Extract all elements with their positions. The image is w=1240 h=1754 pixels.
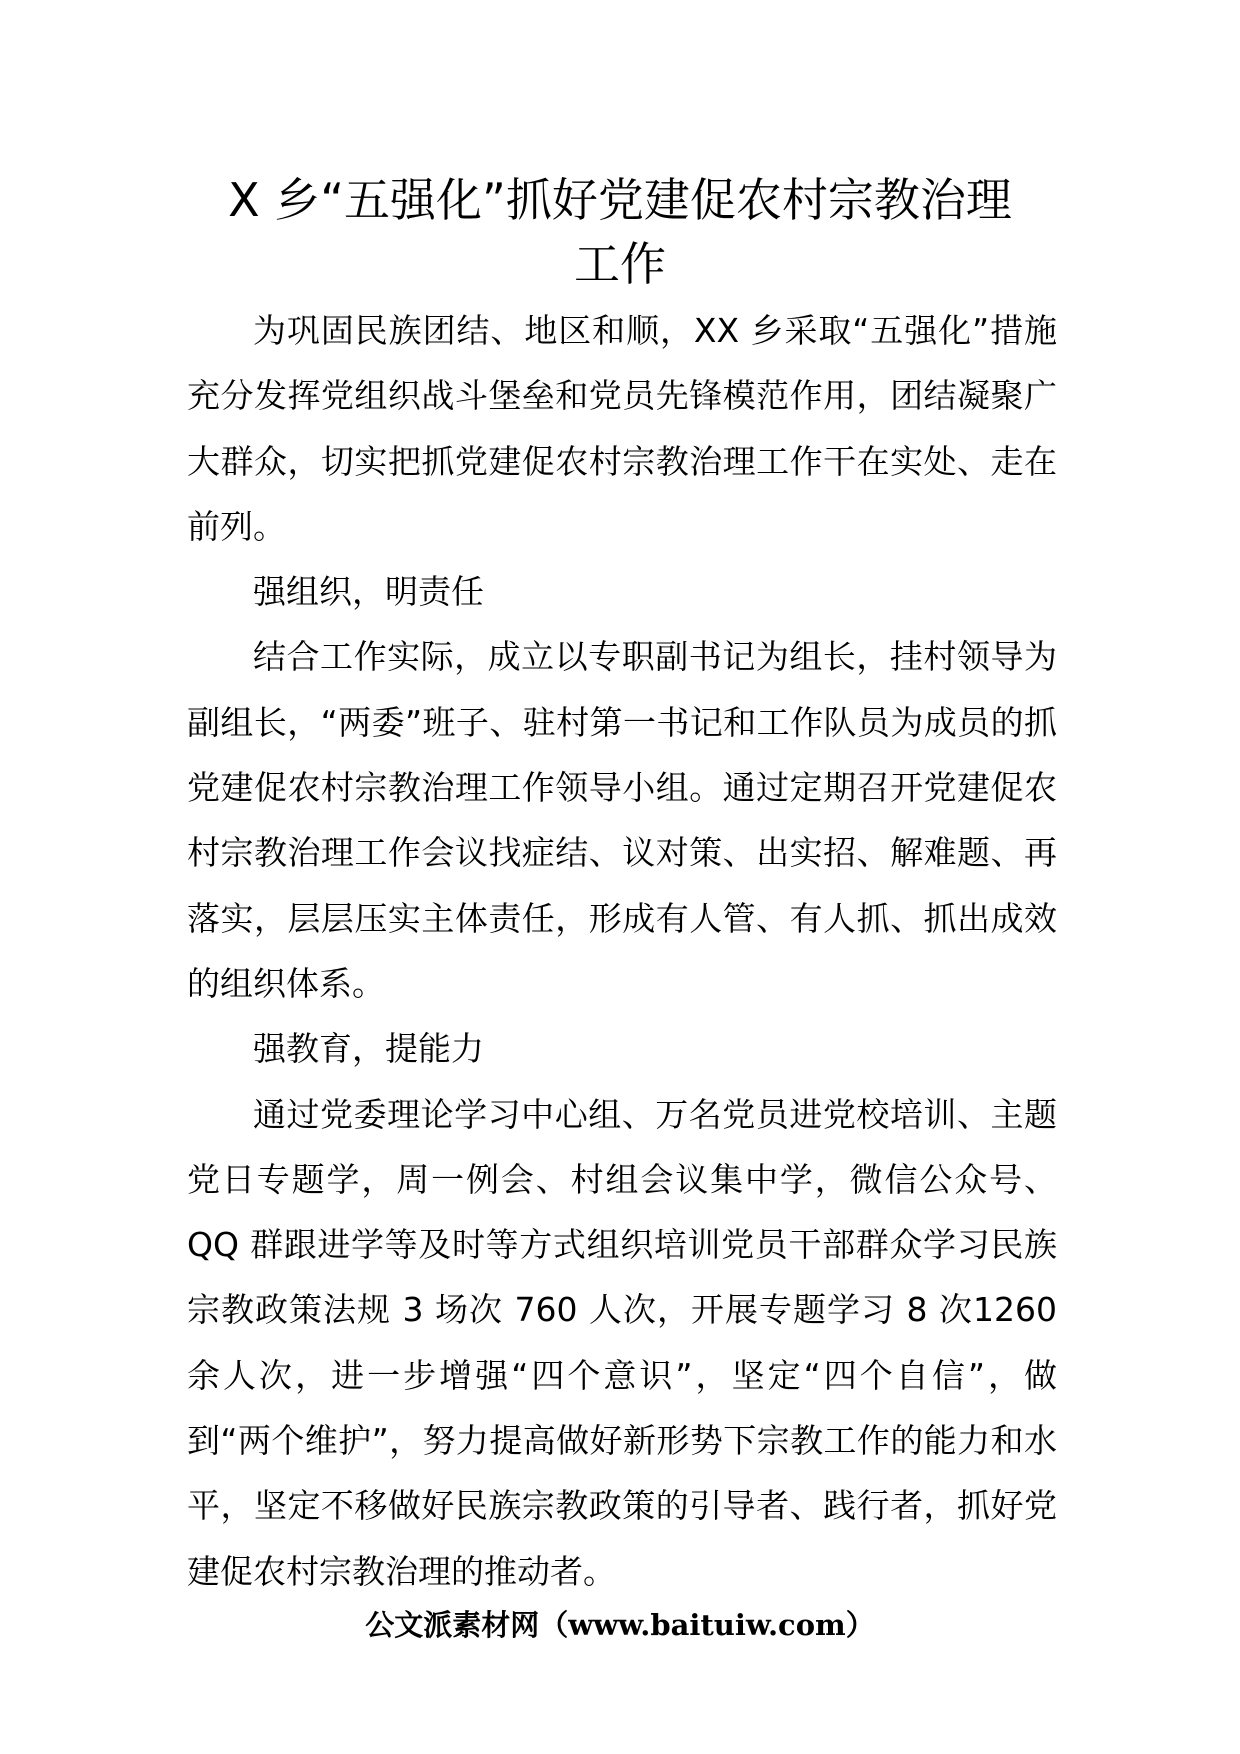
section-heading-organization: 强组织，明责任 bbox=[253, 572, 484, 612]
section-heading-education: 强教育，提能力 bbox=[253, 1029, 484, 1069]
section-paragraph-organization: 结合工作实际，成立以专职副书记为组长，挂村领导为副组长，“两委”班子、驻村第一书记和工作队员为成员的抓党建促农村宗教治理工作领导小组。通过定期召开党建促农村宗教治理工作会议找症结、议对策、出实招、解难题、再落实，层层压实主体责任，形成有人管、有人抓、抓出成效的组织体系。 bbox=[187, 637, 1057, 1003]
footer-source-text: 公文派素材网（www.baituiw.com） bbox=[365, 1608, 875, 1642]
intro-paragraph: 为巩固民族团结、地区和顺，XX 乡采取“五强化”措施充分发挥党组织战斗堡垒和党员先锋模范作用，团结凝聚广大群众，切实把抓党建促农村宗教治理工作干在实处、走在前列。 bbox=[187, 311, 1057, 546]
document-body bbox=[187, 298, 1057, 1604]
section-paragraph-education: 通过党委理论学习中心组、万名党员进党校培训、主题党日专题学，周一例会、村组会议集中学，微信公众号、QQ 群跟进学等及时等方式组织培训党员干部群众学习民族宗教政策法规 3 场次 760 人次，开展专题学习 8 次1260 余人次，进一步增强“四个意识”，坚定“四个自信”，做到“两个维护”，努力提高做好新形势下宗教工作的能力和水平，坚定不移做好民族宗教政策的引导者、践行者，抓好党建促农村宗教治理的推动者。 bbox=[187, 1094, 1057, 1591]
document-title-line1: X 乡“五强化”抓好党建促农村宗教治理 bbox=[228, 173, 1012, 227]
document-title-line2: 工作 bbox=[574, 237, 666, 291]
